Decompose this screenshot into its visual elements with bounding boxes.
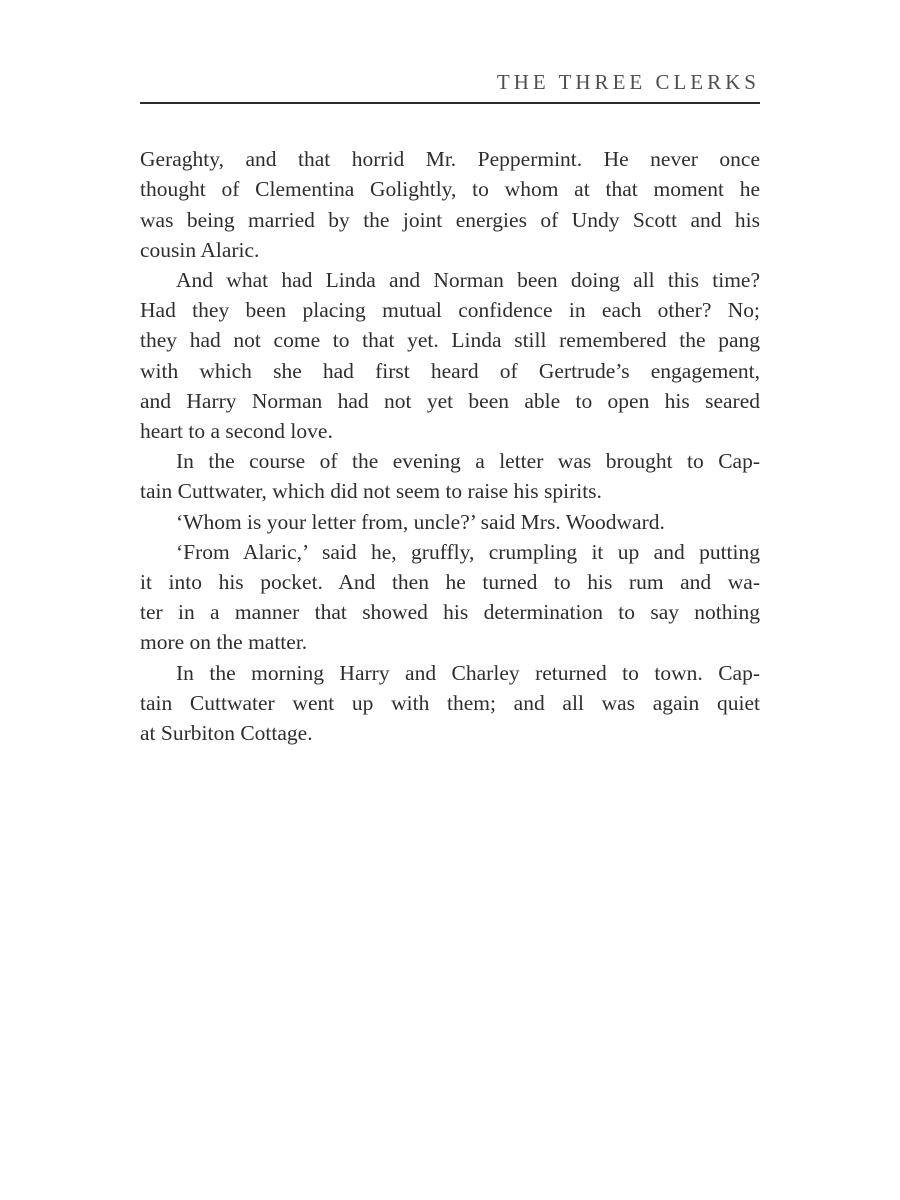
text-line: tain Cuttwater went up with them; and all was again quiet [140, 690, 760, 715]
text-line: Geraghty, and that horrid Mr. Peppermint. He never once [140, 147, 760, 172]
text-line: they had not come to that yet. Linda still remembered the pang [140, 328, 760, 353]
text-line: and Harry Norman had not yet been able to open his seared [140, 388, 760, 413]
text-line: with which she had first heard of Gertrude’s engagement, [140, 358, 760, 383]
text-line: ‘From Alaric,’ said he, gruffly, crumpling it up and putting [176, 539, 760, 564]
text-line: In the course of the evening a letter was brought to Cap- [176, 449, 760, 474]
text-line: at Surbiton Cottage. [140, 721, 313, 746]
paragraph [140, 144, 760, 265]
text-line: In the morning Harry and Charley returned to town. Cap- [176, 660, 760, 685]
paragraph [140, 537, 760, 658]
text-line: ‘Whom is your letter from, uncle?’ said Mrs. Woodward. [176, 509, 665, 534]
text-line: tain Cuttwater, which did not seem to raise his spirits. [140, 479, 602, 504]
paragraph [140, 446, 760, 506]
text-body [140, 144, 760, 748]
running-head-title: THE THREE CLERKS [496, 70, 760, 94]
text-line: more on the matter. [140, 630, 308, 655]
text-line: heart to a second love. [140, 419, 333, 444]
text-line: thought of Clementina Golightly, to whom at that moment he [140, 177, 760, 202]
text-line: was being married by the joint energies of Undy Scott and his [140, 207, 760, 232]
text-line: cousin Alaric. [140, 237, 260, 262]
paragraph [140, 265, 760, 446]
text-line: And what had Linda and Norman been doing all this time? [176, 268, 760, 292]
header-rule [140, 102, 760, 104]
paragraph [140, 658, 760, 749]
text-line: it into his pocket. And then he turned to his rum and wa- [140, 570, 760, 595]
text-line: Had they been placing mutual confidence in each other? No; [140, 298, 760, 323]
paragraph [140, 507, 760, 537]
text-line: ter in a manner that showed his determination to say nothing [140, 600, 760, 625]
